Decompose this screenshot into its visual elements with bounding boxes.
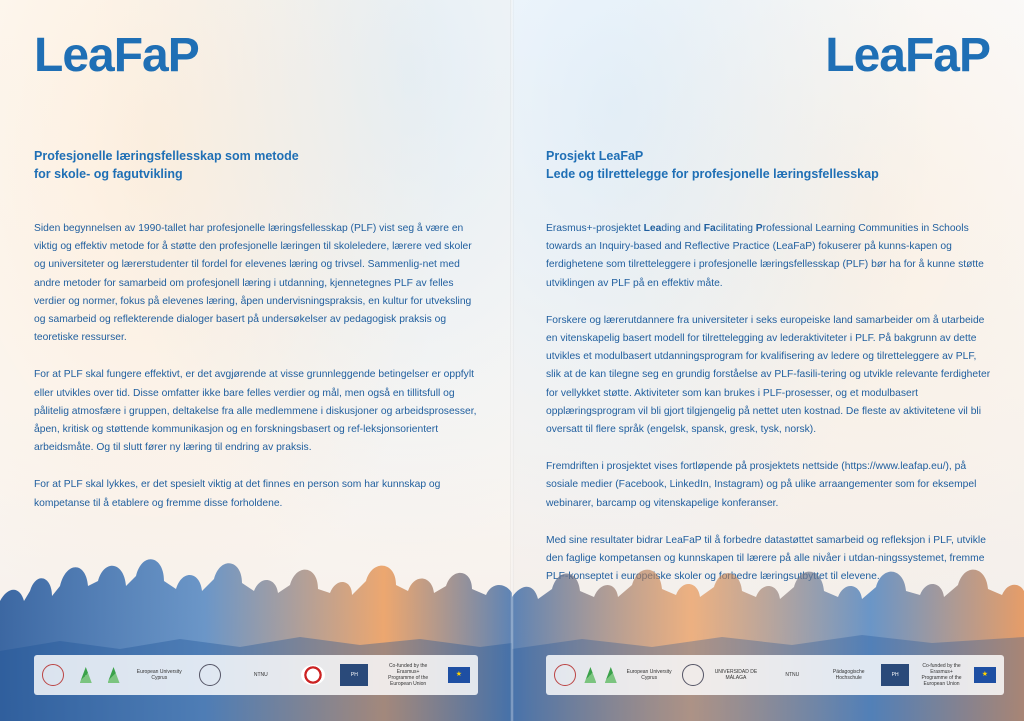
partner-round-logo	[199, 664, 221, 686]
left-heading-line-2: for skole- og fagutvikling	[34, 167, 183, 181]
universidad-de-malaga-logo: UNIVERSIDAD DE MÁLAGA	[714, 669, 758, 681]
partner-a-logo-1	[80, 667, 92, 683]
right-paragraph-4: Med sine resultater bidrar LeaFaP til å forbedre datastøttet samarbeid og refleksjon i PLF, utvikle den faglige kompetansen og kunnskapen til lærere på alle nivåer i utdan-ningssystemet, fremme PLF-konseptet i europeiske skoler og forbedre læringsutbyttet til elevene.	[546, 534, 986, 583]
left-heading-line-1: Profesjonelle læringsfellesskap som metode	[34, 149, 299, 163]
left-body	[34, 220, 480, 532]
right-paragraph-2: Forskere og lærerutdannere fra universiteter i seks europeiske land samarbeider om å utarbeide en vitenskapelig basert modell for tilrettelegging av lederaktiviteter i PLF. På bakgrunn av dette utvikles et modulbasert utdanningsprogram for kvalifisering av ledere og tilretteleggere av PLF, slik at de kan tilegne seg en grundig forståelse av PLF-fasili-tering og utvikle relevante ferdigheter for vellykket støtte. Aktiviteter som kan brukes i PLF-prosesser, og et modulbasert opplæringsprogram vil bli gjort tilgjengelig på nettet uten kostnad. De fleste av aktivitetene vil bli oversatt til flere språk (engelsk, spansk, gresk, tysk, norsk).	[546, 314, 991, 436]
left-paragraph-3: For at PLF skal lykkes, er det spesielt viktig at det finnes en person som har kunnskap og kompetanse til å etablere og fremme disse forholdene.	[34, 479, 441, 509]
eu-flag-icon: ★	[974, 667, 996, 683]
left-paragraph-1: Siden begynnelsen av 1990-tallet har profesjonelle læringsfellesskap (PLF) vist seg å være en viktig og effektiv metode for å støtte den profesjonelle læringen til skoleledere, lærere ved skoler og universiteter og lærerstudenter til fordel for elevenes læring og trivsel. Sammenlig-net med andre metoder for samarbeid om profesjonell læring i utdanning, kjennetegnes PLF av felles verdier og normer, fokus på elevenes læring, åpen undervisningspraksis, en kultur for utveksling og samarbeid og reflekterende dialoger basert på undersøkelser av pedagogisk praksis og teoretiske ressurser.	[34, 223, 472, 344]
right-partner-logos	[546, 655, 1004, 695]
right-paragraph-1: Erasmus+-prosjektet Leading and Facilitating Professional Learning Communities in Schools towards an Inquiry-based and Reflective Practice (LeaFaP) fokuserer på kunns-kapen og ferdighetene som tilretteleggere i profesjonelle læringsfellesskap (PLF) bør ha for å kunne støtte utviklingen av PLF på en effektiv måte.	[546, 223, 984, 289]
partner-a-logo-2	[605, 667, 617, 683]
partner-round-logo	[682, 664, 704, 686]
partner-a-logo-1	[584, 667, 596, 683]
partner-a-logo-2	[108, 667, 120, 683]
ntnu-logo: NTNU	[253, 672, 268, 678]
right-page	[512, 0, 1024, 721]
leafap-logo: LeaFaP	[34, 29, 199, 82]
erasmus-cofunded-text: Co-funded by the Erasmus+ Programme of the European Union	[921, 663, 962, 687]
ph-logo: PH	[881, 664, 909, 686]
paedagogische-hochschule-logo: Pädagogische Hochschule	[832, 669, 865, 681]
european-university-cyprus-logo: European University Cyprus	[626, 669, 672, 681]
ntnu-logo: NTNU	[785, 672, 800, 678]
partner-red-logo	[301, 665, 325, 685]
left-heading	[34, 147, 454, 183]
aristotle-university-logo	[42, 664, 64, 686]
left-paragraph-2: For at PLF skal fungere effektivt, er det avgjørende at visse grunnleggende betingelser er oppfylt eller utvikles over tid. Disse omfatter ikke bare felles verdier og mål, men også en tillitsfull og pålitelig atmosfære i gruppen, deltakelse fra alle medlemmene i diskusjoner og arbeidsprosesser, åpen, kritisk og støttende kommunikasjon og en forskningsbasert og ref-leksjonsorientert arbeidsmåte. Og til slutt fører ny læring til endring av praksis.	[34, 369, 477, 454]
leafap-logo: LeaFaP	[825, 29, 990, 82]
right-heading-line-1: Prosjekt LeaFaP	[546, 149, 644, 163]
ph-logo: PH	[340, 664, 368, 686]
aristotle-university-logo	[554, 664, 576, 686]
eu-flag-icon: ★	[448, 667, 470, 683]
right-paragraph-3: Fremdriften i prosjektet vises fortløpende på prosjektets nettside (https://www.leafap.eu/), på sosiale medier (Facebook, LinkedIn, Instagram) og på ulike arraangementer som for eksempel webinarer, barcamp og vitenskapelige konferanser.	[546, 461, 977, 509]
left-partner-logos	[34, 655, 478, 695]
erasmus-cofunded-text: Co-funded by the Erasmus+ Programme of the European Union	[388, 663, 429, 687]
right-heading	[546, 147, 986, 183]
right-heading-line-2: Lede og tilrettelegge for profesjonelle læringsfellesskap	[546, 167, 879, 181]
european-university-cyprus-logo: European University Cyprus	[136, 669, 182, 681]
